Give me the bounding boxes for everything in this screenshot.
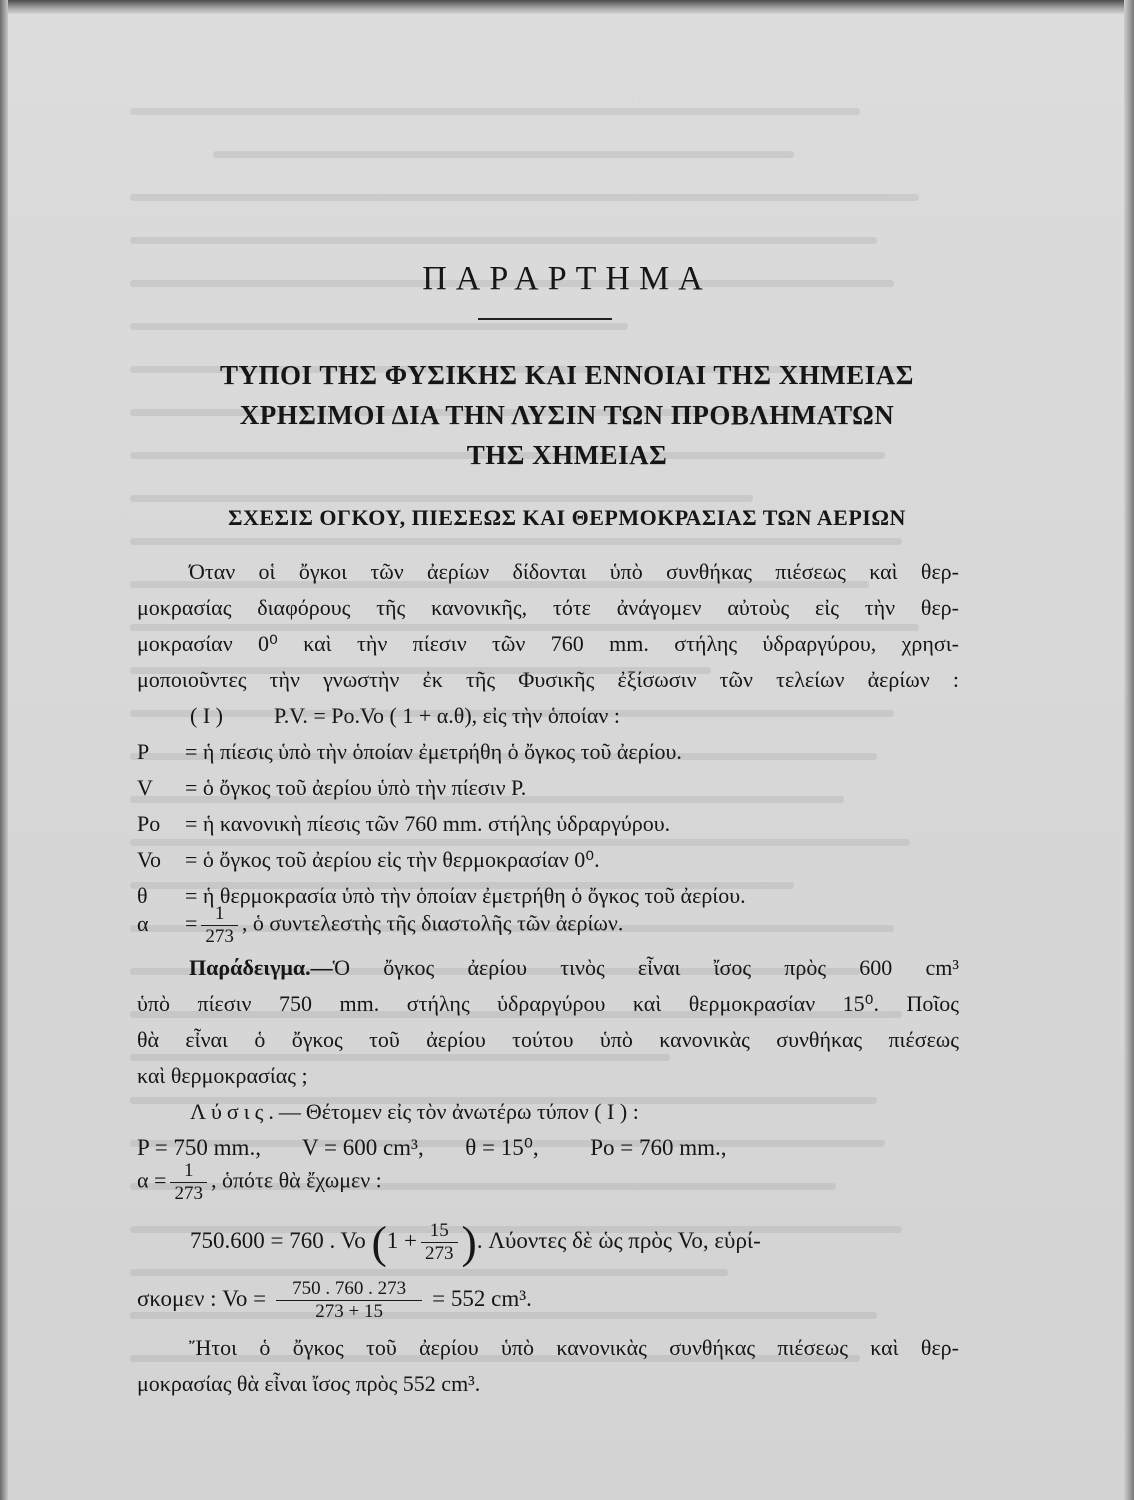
intro-line-3: μοκρασίαν 0⁰ καὶ τὴν πίεσιν τῶν 760 mm. στήλης ὑδραργύρου, χρησι- [137,631,959,656]
definition-symbol: V [137,775,153,800]
result-prefix: σκομεν : Vo = [137,1285,267,1311]
title-rule [478,318,612,320]
given-p: P = 750 mm., [137,1135,261,1160]
intro-line-4: μοποιοῦντες τὴν γνωστὴν ἐκ τῆς Φυσικῆς ἐξίσωσιν τῶν τελείων ἀερίων : [137,667,959,692]
result-fraction [276,1278,422,1323]
page-right-edge [1124,0,1134,1500]
heading-line-1: ΤΥΠΟΙ ΤΗΣ ΦΥΣΙΚΗΣ ΚΑΙ ΕΝΝΟΙΑΙ ΤΗΣ ΧΗΜΕΙΑΣ [220,360,914,390]
equation-tail: . Λύοντες δὲ ὡς πρὸς Vo, εὑρί- [476,1227,761,1253]
page-top-edge [0,0,1134,14]
fraction-denominator: 273 [205,926,234,947]
left-paren: ( [371,1216,387,1268]
alpha-fraction [201,903,238,948]
equation-one-plus: 1 + [386,1227,418,1253]
intro-line-2: μοκρασίας διαφόρους τῆς κανονικῆς, τότε ἀνάγομεν αὐτοὺς εἰς τὴν θερ- [137,595,959,620]
conclusion-line-1: Ἤτοι ὁ ὄγκος τοῦ ἀερίου ὑπὸ κανονικὰς συνθήκας πιέσεως καὶ θερ- [189,1335,959,1360]
definition-symbol: P [137,739,150,764]
alpha-fraction [170,1160,207,1205]
given-values-line [137,1133,726,1163]
solution-label: Λύσις.— [190,1099,306,1124]
formula-line [190,701,620,731]
solution-text: Θέτομεν εἰς τὸν ἀνωτέρω τύπον ( Ι ) : [305,1099,639,1124]
equals-sign: = [185,910,198,936]
example-line-2: ὑπὸ πίεσιν 750 mm. στήλης ὑδραργύρου καὶ θερμοκρασίαν 15⁰. Ποῖος [137,991,959,1016]
given-po: Po = 760 mm., [590,1135,727,1160]
equation-line [190,1216,761,1268]
heading-line-2: ΧΡΗΣΙΜΟΙ ΔΙΑ ΤΗΝ ΛΥΣΙΝ ΤΩΝ ΠΡΟΒΛΗΜΑΤΩΝ [239,400,895,430]
fraction-numerator: 15 [421,1220,458,1243]
given-alpha-line [137,1160,382,1205]
example-line-1 [137,953,959,983]
appendix-title: ΠΑΡΑΡΤΗΜΑ [422,260,712,297]
formula-label: ( Ι ) [190,703,223,728]
given-theta: θ = 15⁰, [465,1135,539,1160]
fraction-denominator: 273 [174,1183,203,1204]
definition-symbol: Vo [137,847,162,872]
alpha-prefix: α = [137,1167,167,1193]
result-value: = 552 cm³. [432,1285,532,1311]
fraction-denominator: 273 + 15 [315,1301,383,1322]
conclusion-line-2: μοκρασίας θὰ εἶναι ἴσος πρὸς 552 cm³. [137,1371,481,1396]
result-line [137,1278,532,1323]
example-text: Ὁ ὄγκος ἀερίου τινὸς εἶναι ἴσος πρὸς 600 cm³ [332,955,959,980]
fraction-numerator: 1 [201,903,238,926]
definition-text: = ὁ ὄγκος τοῦ ἀερίου ὑπὸ τὴν πίεσιν P. [185,775,527,800]
definition-p [137,737,682,767]
definition-alpha [137,903,623,948]
fraction-numerator: 750 . 760 . 273 [276,1278,422,1301]
definition-symbol: θ [137,883,148,908]
definition-text: = ἡ κανονικὴ πίεσις τῶν 760 mm. στήλης ὑδραργύρου. [185,811,671,836]
definition-text: = ἡ πίεσις ὑπὸ τὴν ὁποίαν ἐμετρήθη ὁ ὄγκος τοῦ ἀερίου. [185,739,682,764]
right-paren: ) [461,1216,477,1268]
equation-left: 750.600 = 760 . Vo [190,1227,366,1253]
definition-text: = ὁ ὄγκος τοῦ ἀερίου εἰς τὴν θερμοκρασίαν 0⁰. [185,847,600,872]
definition-v [137,773,526,803]
section-subheading: ΣΧΕΣΙΣ ΟΓΚΟΥ, ΠΙΕΣΕΩΣ ΚΑΙ ΘΕΡΜΟΚΡΑΣΙΑΣ ΤΩΝ ΑΕΡΙΩΝ [228,505,906,530]
formula-expression: P.V. = Po.Vo ( 1 + α.θ), [273,703,478,728]
definition-text: , ὁ συντελεστὴς τῆς διαστολῆς τῶν ἀερίων. [241,910,624,936]
equation-fraction [421,1220,458,1265]
fraction-numerator: 1 [170,1160,207,1183]
definition-po [137,809,670,839]
alpha-suffix: , ὁπότε θὰ ἔχωμεν : [210,1167,382,1193]
fraction-denominator: 273 [425,1243,454,1264]
example-label: Παράδειγμα.— [189,955,333,980]
definition-text: = ἡ θερμοκρασία ὑπὸ τὴν ὁποίαν ἐμετρήθη ὁ ὄγκος τοῦ ἀερίου. [185,883,746,908]
definition-symbol: Po [137,811,161,836]
solution-line [190,1097,639,1127]
given-v: V = 600 cm³, [302,1135,424,1160]
intro-line-1: Όταν οἱ ὄγκοι τῶν ἀερίων δίδονται ὑπὸ συνθήκας πιέσεως καὶ θερ- [189,559,959,584]
heading-line-3: ΤΗΣ ΧΗΜΕΙΑΣ [466,440,668,470]
definition-symbol: α [137,910,149,936]
formula-tail: εἰς τὴν ὁποίαν : [482,703,620,728]
definition-vo [137,845,600,875]
example-line-3: θὰ εἶναι ὁ ὄγκος τοῦ ἀερίου τούτου ὑπὸ κανονικὰς συνθήκας πιέσεως [137,1027,959,1052]
page-left-edge [0,0,8,1500]
example-line-4: καὶ θερμοκρασίας ; [137,1063,308,1088]
